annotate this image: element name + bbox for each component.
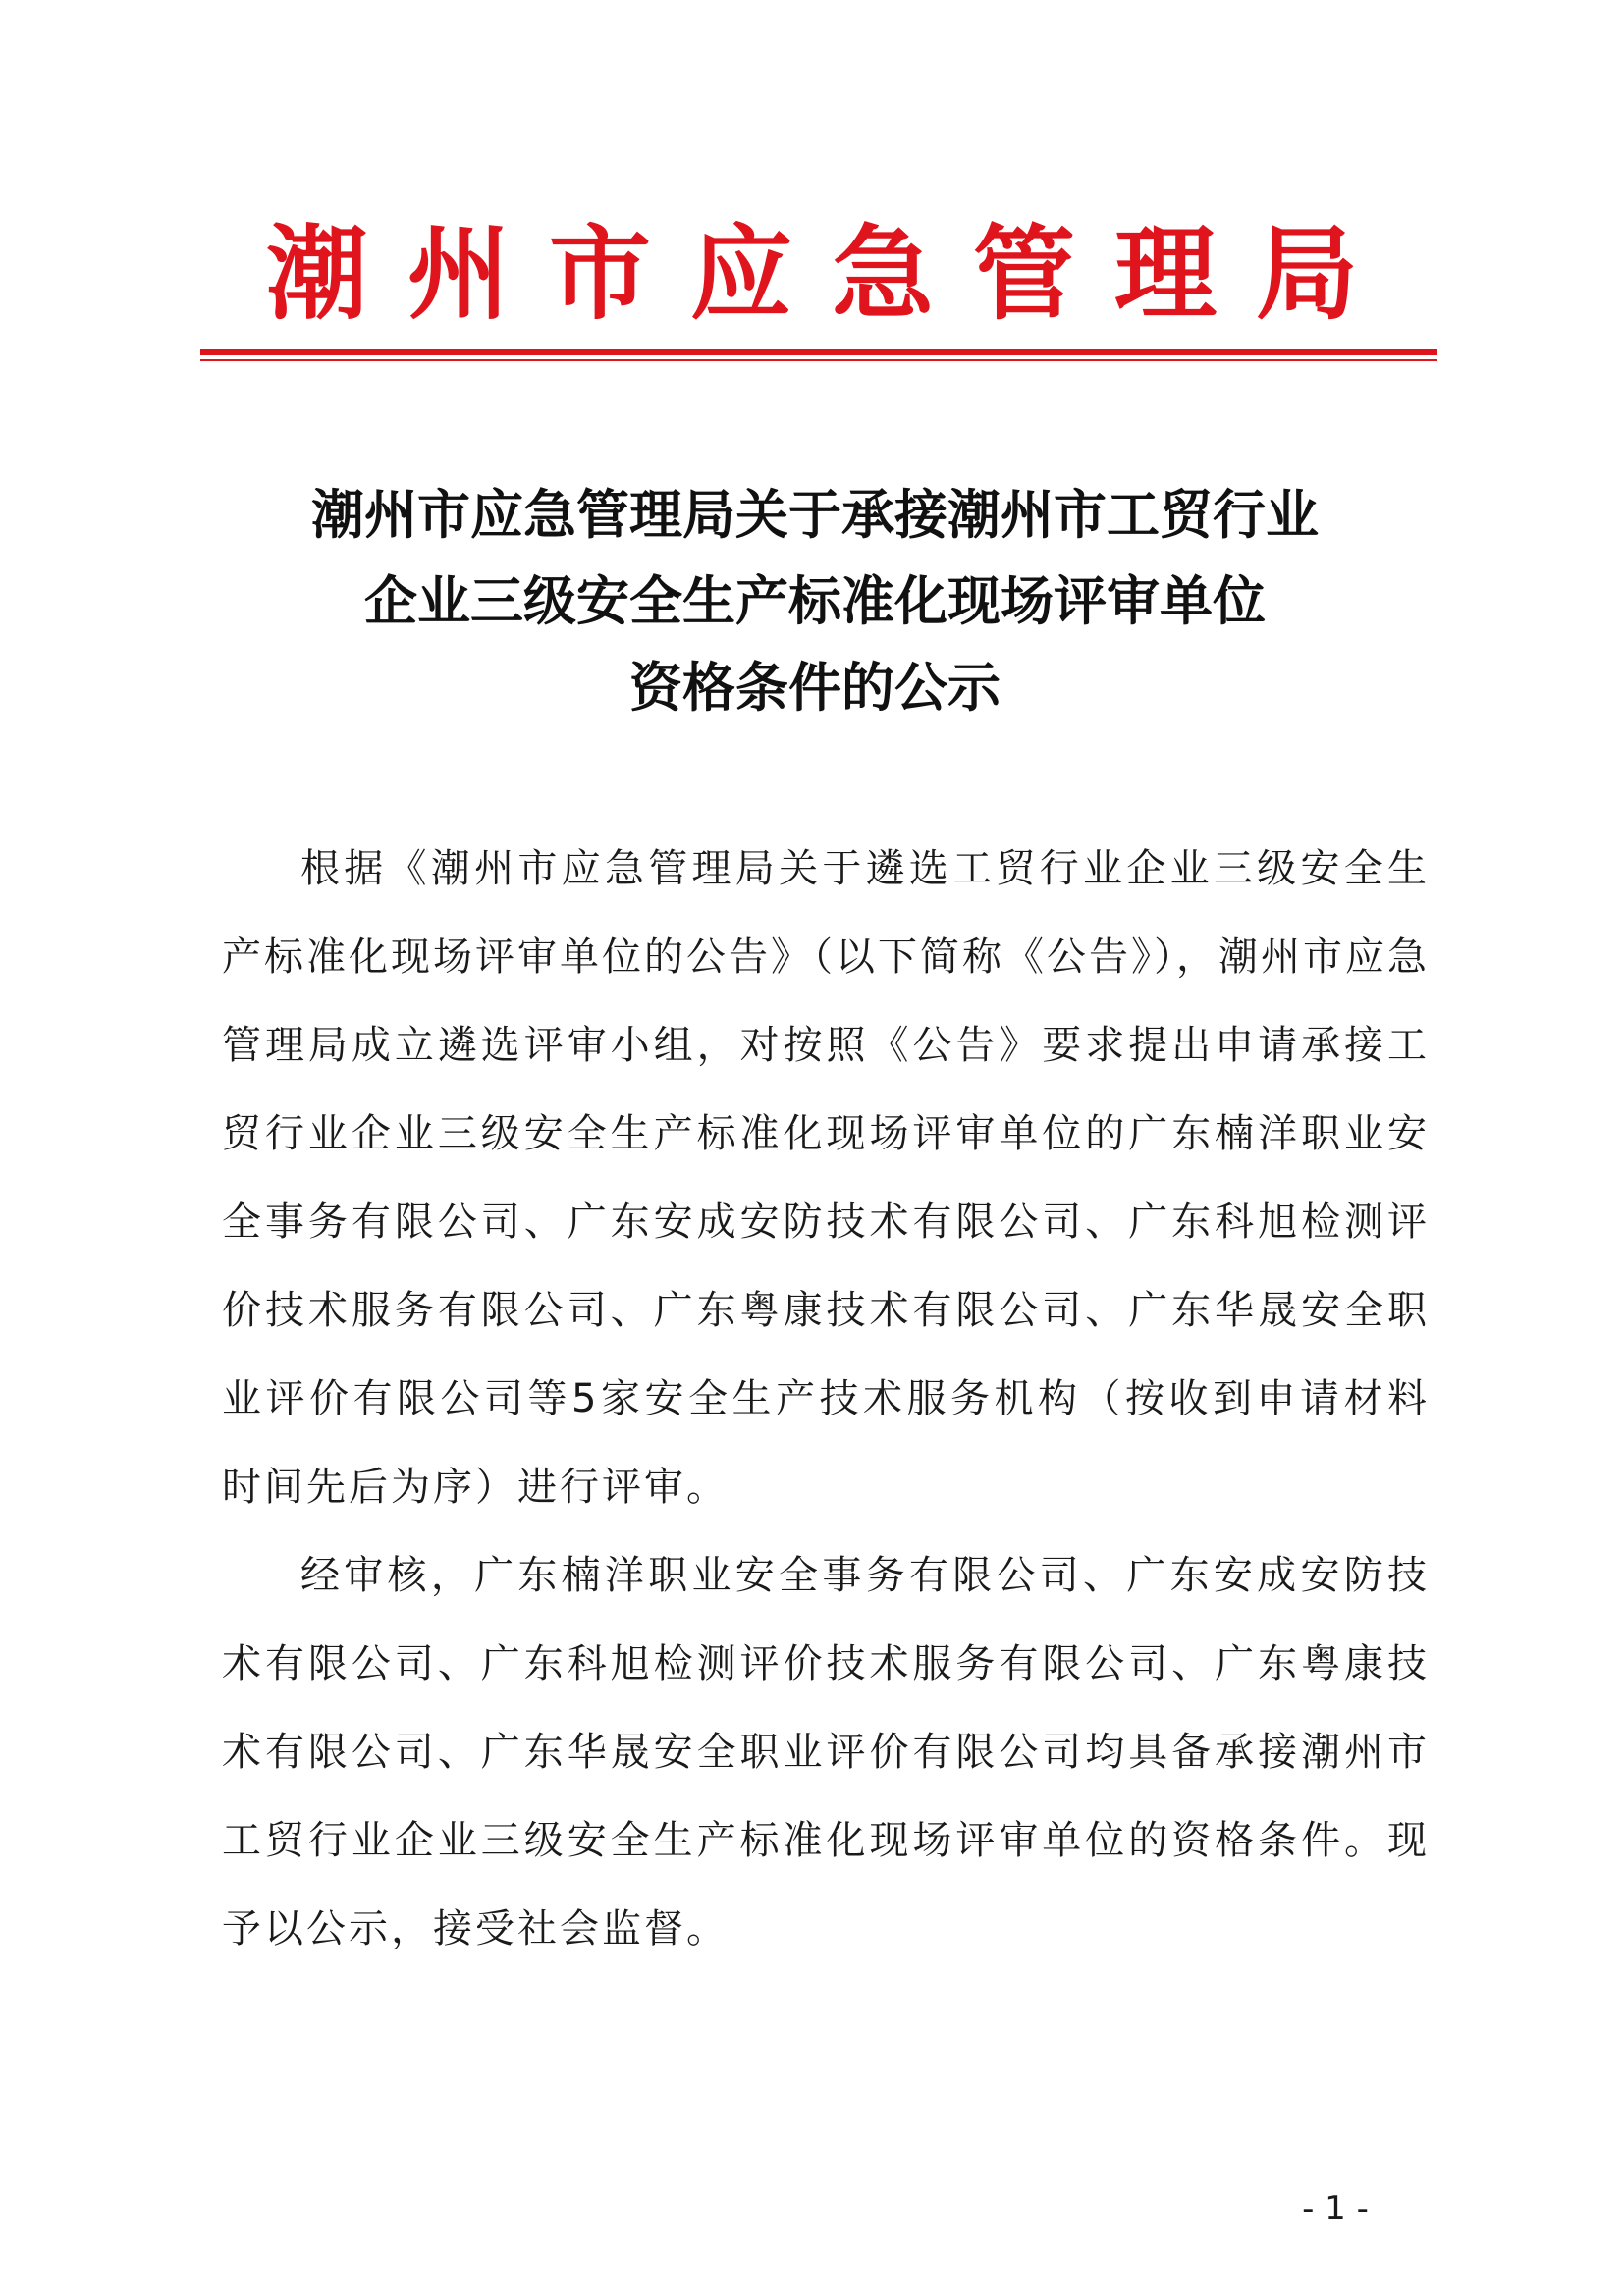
title-line-3: 资格条件的公示 (629, 656, 1001, 719)
body-paragraph-1: 根据《潮州市应急管理局关于遴选工贸行业企业三级安全生产标准化现场评审单位的公告》（以下简称《公告》），潮州市应急管理局成立遴选评审小组，对按照《公告》要求提出申请承接工贸行业企业三级安全生产标准化现场评审单位的广东楠洋职业安全事务有限公司、广东安成安防技术有限公司、广东科旭检测评价技术服务有限公司、广东粤康技术有限公司、广东华晟安全职业评价有限公司等5家安全生产技术服务机构（按收到申请材料时间先后为序）进行评审。 (222, 846, 1430, 1510)
agency-masthead: 潮州市应急管理局 (265, 213, 1397, 334)
title-line-2: 企业三级安全生产标准化现场评审单位 (364, 569, 1266, 632)
masthead-red-rule-thin (200, 359, 1437, 361)
document-title (157, 471, 1473, 730)
title-line-1: 潮州市应急管理局关于承接潮州市工贸行业 (311, 483, 1319, 546)
document-body (222, 825, 1430, 1973)
masthead-red-rule (200, 349, 1437, 355)
body-paragraph-2: 经审核，广东楠洋职业安全事务有限公司、广东安成安防技术有限公司、广东科旭检测评价技术服务有限公司、广东粤康技术有限公司、广东华晟安全职业评价有限公司均具备承接潮州市工贸行业企业三级安全生产标准化现场评审单位的资格条件。现予以公示，接受社会监督。 (222, 1553, 1430, 1951)
page-number: - 1 - (1302, 2189, 1369, 2228)
